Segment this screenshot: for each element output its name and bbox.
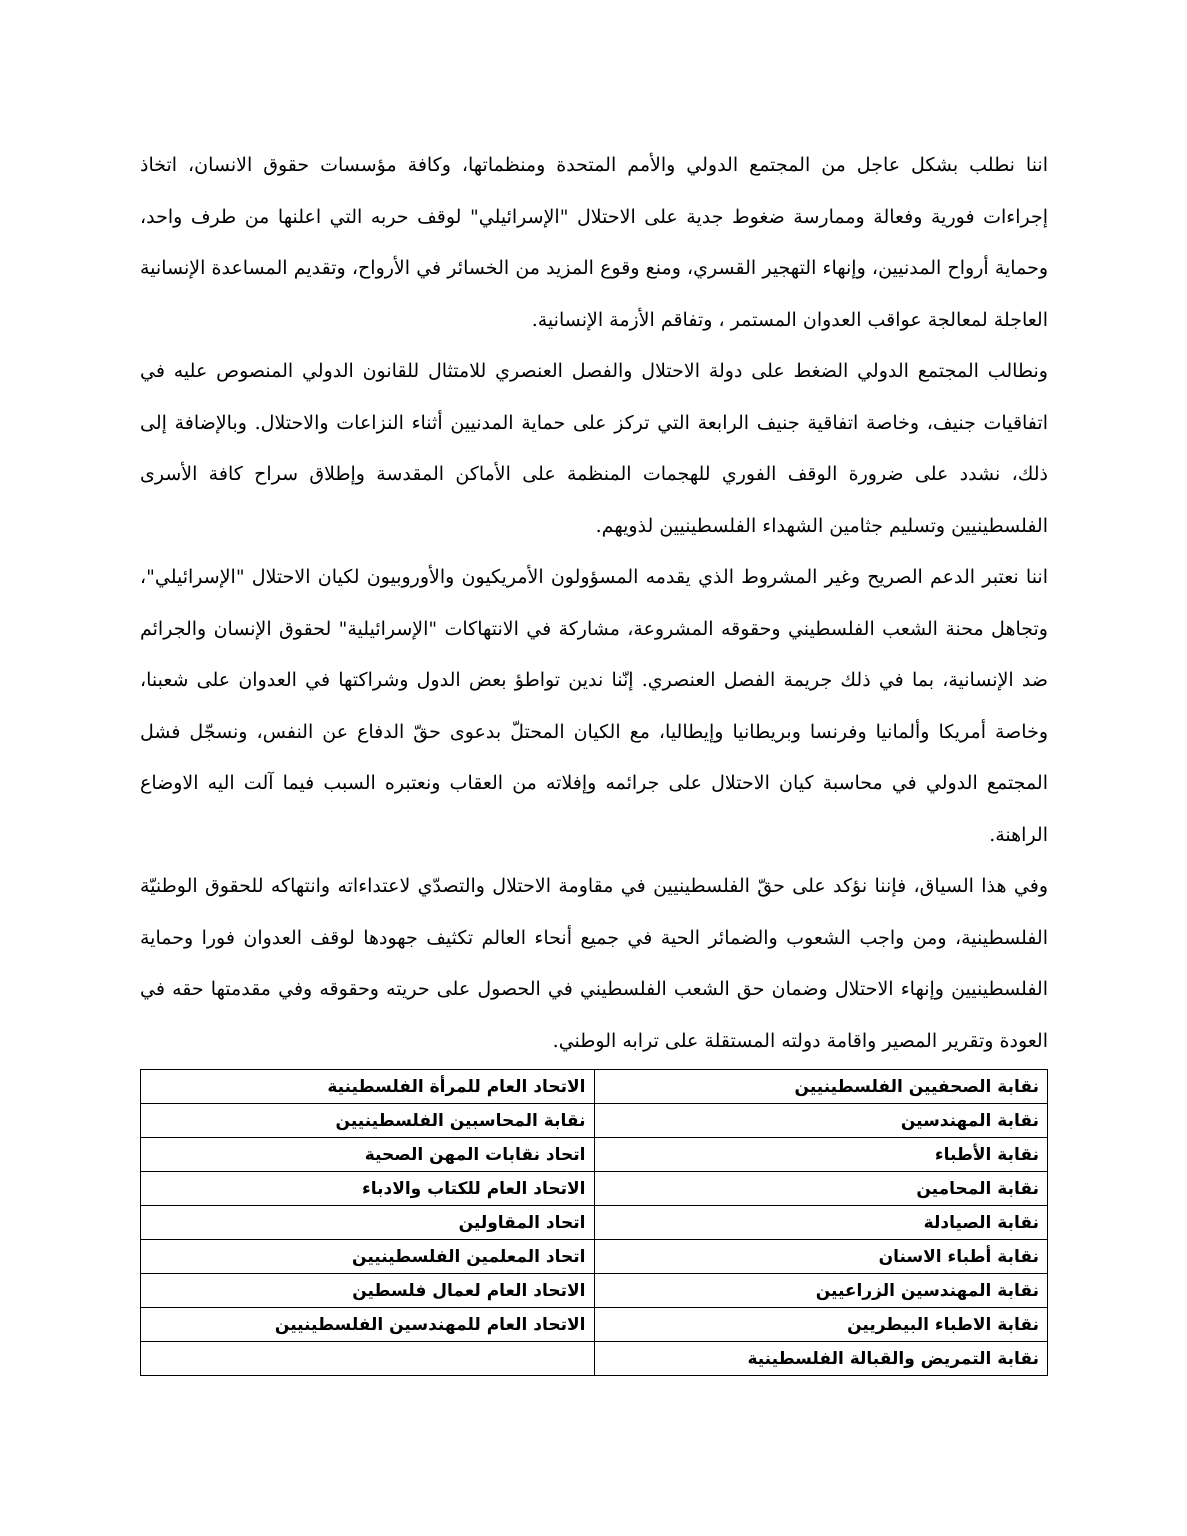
signatory-cell: اتحاد المعلمين الفلسطينيين	[141, 1240, 595, 1274]
signatory-cell: الاتحاد العام للكتاب والادباء	[141, 1172, 595, 1206]
signatory-cell: نقابة الصيادلة	[594, 1206, 1048, 1240]
table-row	[141, 1240, 1048, 1274]
signatory-cell: الاتحاد العام لعمال فلسطين	[141, 1274, 595, 1308]
table-row	[141, 1274, 1048, 1308]
signatory-cell: اتحاد نقابات المهن الصحية	[141, 1138, 595, 1172]
table-row	[141, 1342, 1048, 1376]
table-row	[141, 1104, 1048, 1138]
signatory-cell: نقابة التمريض والقبالة الفلسطينية	[594, 1342, 1048, 1376]
signatory-cell: نقابة المهندسين الزراعيين	[594, 1274, 1048, 1308]
paragraph-geneva-conventions: ونطالب المجتمع الدولي الضغط على دولة الاحتلال والفصل العنصري للامتثال للقانون الدولي المنصوص عليه في اتفاقيات جنيف، وخاصة اتفاقية جنيف الرابعة التي تركز على حماية المدنيين أثناء النزاعات والاحتلال. وبالإضافة إلى ذلك، نشدد على ضرورة الوقف الفوري للهجمات المنظمة على الأماكن المقدسة وإطلاق سراح كافة الأسرى الفلسطينيين وتسليم جثامين الشهداء الفلسطينيين لذويهم.	[140, 360, 1048, 537]
signatory-cell: نقابة أطباء الاسنان	[594, 1240, 1048, 1274]
table-row	[141, 1138, 1048, 1172]
signatory-cell: نقابة المحامين	[594, 1172, 1048, 1206]
paragraph-urgent-demand: اننا نطلب بشكل عاجل من المجتمع الدولي والأمم المتحدة ومنظماتها، وكافة مؤسسات حقوق الانسان، اتخاذ إجراءات فورية وفعالة وممارسة ضغوط جدية على الاحتلال "الإسرائيلي" لوقف حربه التي اعلنها من طرف واحد، وحماية أرواح المدنيين، وإنهاء التهجير القسري، ومنع وقوع المزيد من الخسائر في الأرواح، وتقديم المساعدة الإنسانية العاجلة لمعالجة عواقب العدوان المستمر ، وتفاقم الأزمة الإنسانية.	[140, 154, 1048, 331]
table-row	[141, 1172, 1048, 1206]
table-row	[141, 1070, 1048, 1104]
signatories-table	[140, 1069, 1048, 1376]
signatory-cell: الاتحاد العام للمرأة الفلسطينية	[141, 1070, 595, 1104]
signatory-cell: نقابة المهندسين	[594, 1104, 1048, 1138]
statement-body	[140, 140, 1048, 1067]
table-row	[141, 1206, 1048, 1240]
signatory-cell: اتحاد المقاولين	[141, 1206, 595, 1240]
signatory-cell: نقابة الصحفيين الفلسطينيين	[594, 1070, 1048, 1104]
paragraph-right-to-resist: وفي هذا السياق، فإننا نؤكد على حقّ الفلسطينيين في مقاومة الاحتلال والتصدّي لاعتداءاته وانتهاكه للحقوق الوطنيّة الفلسطينية، ومن واجب الشعوب والضمائر الحية في جميع أنحاء العالم تكثيف جهودها لوقف العدوان فورا وحماية الفلسطينيين وإنهاء الاحتلال وضمان حق الشعب الفلسطيني في الحصول على حريته وحقوقه وفي مقدمتها حقه في العودة وتقرير المصير واقامة دولته المستقلة على ترابه الوطني.	[140, 875, 1048, 1052]
table-row	[141, 1308, 1048, 1342]
signatory-cell: الاتحاد العام للمهندسين الفلسطينيين	[141, 1308, 595, 1342]
signatory-cell-empty	[141, 1342, 595, 1376]
paragraph-condemnation: اننا نعتبر الدعم الصريح وغير المشروط الذي يقدمه المسؤولون الأمريكيون والأوروبيون لكيان الاحتلال "الإسرائيلي"، وتجاهل محنة الشعب الفلسطيني وحقوقه المشروعة، مشاركة في الانتهاكات "الإسرائيلية" لحقوق الإنسان والجرائم ضد الإنسانية، بما في ذلك جريمة الفصل العنصري. إنّنا ندين تواطؤ بعض الدول وشراكتها في العدوان على شعبنا، وخاصة أمريكا وألمانيا وفرنسا وبريطانيا وإيطاليا، مع الكيان المحتلّ بدعوى حقّ الدفاع عن النفس، ونسجّل فشل المجتمع الدولي في محاسبة كيان الاحتلال على جرائمه وإفلاته من العقاب ونعتبره السبب فيما آلت اليه الاوضاع الراهنة.	[140, 566, 1048, 846]
signatory-cell: نقابة الأطباء	[594, 1138, 1048, 1172]
signatory-cell: نقابة المحاسبين الفلسطينيين	[141, 1104, 595, 1138]
signatory-cell: نقابة الاطباء البيطريين	[594, 1308, 1048, 1342]
